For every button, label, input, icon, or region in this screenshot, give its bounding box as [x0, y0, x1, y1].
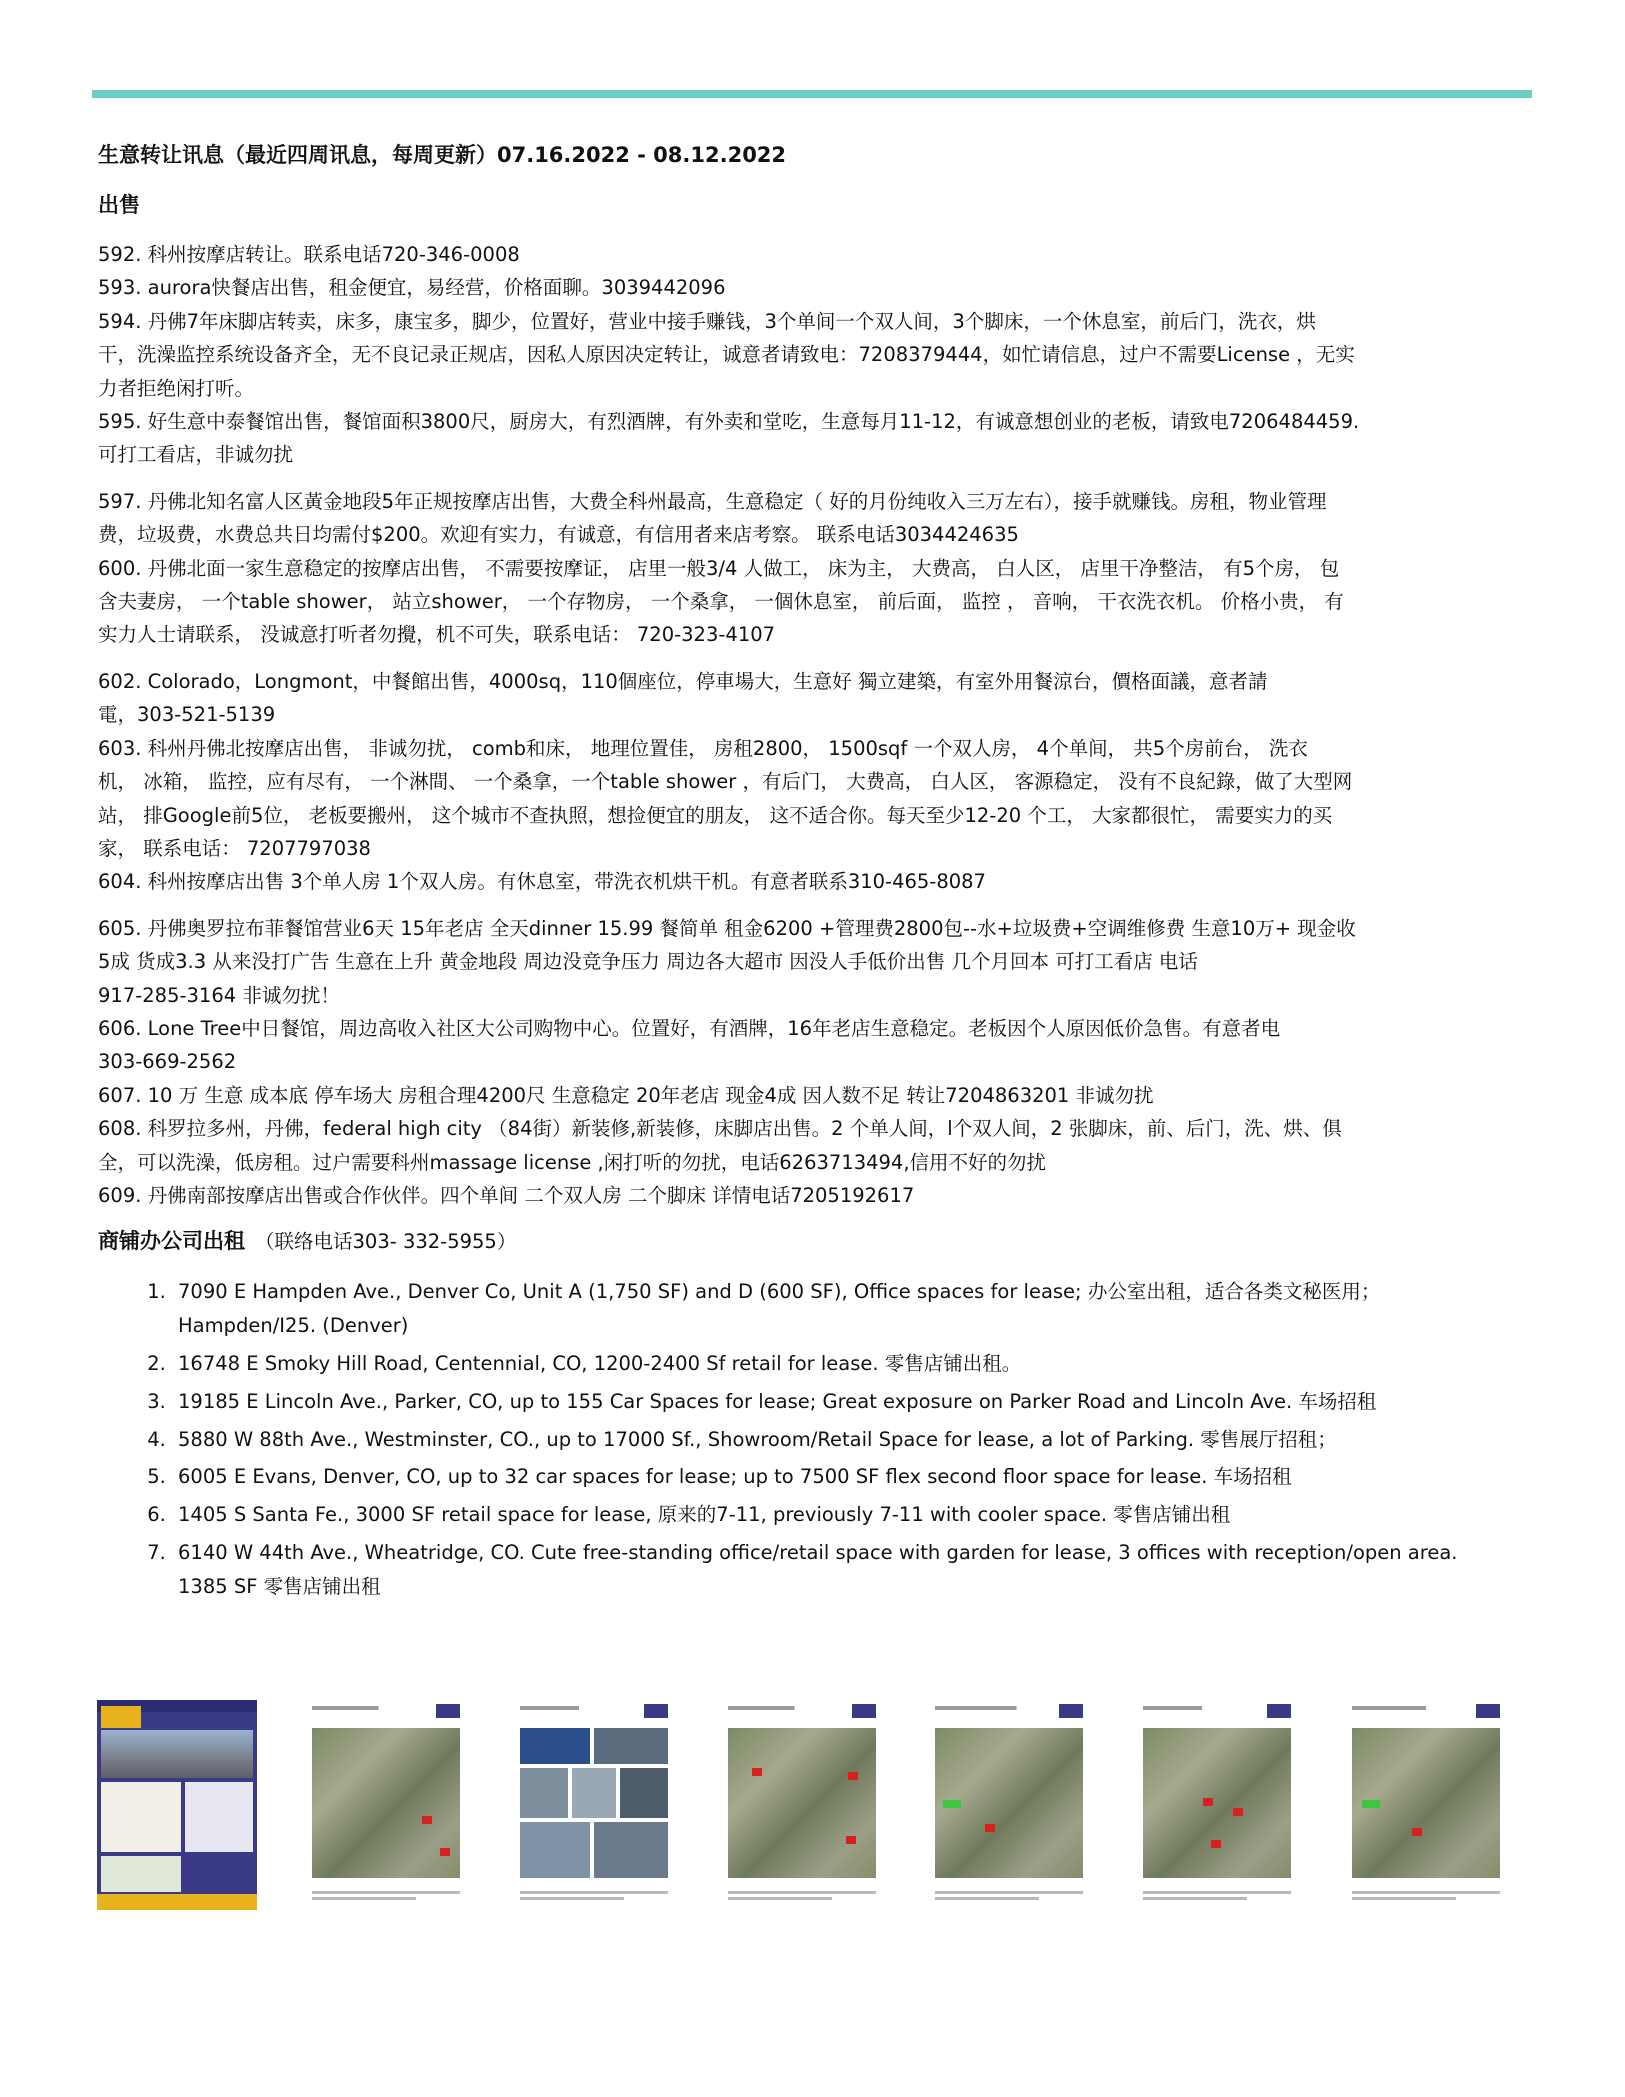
lease-section-heading — [98, 1226, 1508, 1257]
sale-listing-line: 机， 冰箱， 监控，应有尽有， 一个淋間、 一个桑拿，一个table shower ，有后门， 大费高， 白人区， 客源稳定， 没有不良紀錄，做了大型网 — [98, 770, 1353, 794]
lease-item: 2. 16748 E Smoky Hill Road, Centennial, CO, 1200-2400 Sf retail for lease. 零售店铺出租。 — [172, 1347, 1508, 1380]
lease-item: 6. 1405 S Santa Fe., 3000 SF retail space for lease, 原来的7-11, previously 7-11 with cooler space. 零售店铺出租 — [172, 1498, 1508, 1531]
sale-listing-line: 609. 丹佛南部按摩店出售或合作伙伴。四个单间 二个双人房 二个脚床 详情电话7205192617 — [98, 1183, 915, 1207]
sale-listing-line: 592. 科州按摩店转让。联系电话720-346-0008 — [98, 243, 520, 266]
lease-item: 4. 5880 W 88th Ave., Westminster, CO., up to 17000 Sf., Showroom/Retail Space for lease, a lot of Parking. 零售展厅招租； — [172, 1423, 1508, 1456]
sale-listing-line: 303-669-2562 — [98, 1050, 237, 1074]
sale-listing-line: 5成 货成3.3 从来没打广告 生意在上升 黄金地段 周边没竞争压力 周边各大超市 因没人手低价出售 几个月回本 可打工看店 电话 — [98, 950, 1198, 974]
sale-listing-line: 917-285-3164 非诚勿扰！ — [98, 983, 340, 1007]
sale-listing-line: 力者拒绝闲打听。 — [98, 376, 255, 400]
thumbnail-flyer[interactable] — [97, 1700, 257, 1910]
sale-listing-line: 602. Colorado，Longmont，中餐館出售，4000sq，110個座位，停車場大，生意好 獨立建築，有室外用餐涼台，價格面議，意者請 — [98, 669, 1268, 693]
thumbnail-lincoln-ave[interactable] — [1137, 1700, 1297, 1910]
sale-heading: 出售 — [98, 193, 140, 217]
lease-phone: （联络电话303- 332-5955） — [255, 1230, 517, 1254]
sale-group — [98, 912, 1508, 1213]
lease-item: 5. 6005 E Evans, Denver, CO, up to 32 car spaces for lease; up to 7500 SF flex second floor space for lease. 车场招租 — [172, 1460, 1508, 1493]
lease-list — [98, 1275, 1508, 1603]
sale-listings — [98, 238, 1508, 1212]
sale-listing-line: 全，可以洗澡，低房租。过户需要科州massage license ,闲打听的勿扰，电话6263713494,信用不好的勿扰 — [98, 1150, 1047, 1174]
sale-group — [98, 485, 1508, 652]
sale-listing-line: 606. Lone Tree中日餐馆，周边高收入社区大公司购物中心。位置好，有酒牌，16年老店生意稳定。老板因个人原因低价急售。有意者电 — [98, 1016, 1281, 1040]
sale-listing-line: 597. 丹佛北知名富人区黃金地段5年正规按摩店出售，大费全科州最高，生意稳定（ 好的月份纯收入三万左右），接手就赚钱。房租，物业管理 — [98, 489, 1327, 513]
sale-listing-line: 605. 丹佛奥罗拉布菲餐馆营业6天 15年老店 全天dinner 15.99 餐简单 租金6200 +管理费2800包--水+垃圾费+空调维修费 生意10万+ 现金收 — [98, 916, 1356, 940]
main-content — [98, 140, 1508, 1608]
sale-listing-line: 595. 好生意中泰餐馆出售，餐馆面积3800尺，厨房大，有烈酒牌，有外卖和堂吃，生意每月11-12，有诚意想创业的老板，请致电7206484459. — [98, 410, 1360, 434]
lease-heading: 商铺办公司出租 — [98, 1229, 245, 1254]
sale-group — [98, 665, 1508, 899]
sale-listing-line: 干，洗澡监控系统设备齐全，无不良记录正规店，因私人原因决定转让，诚意者请致电：7208379444，如忙请信息，过户不需要License ，无实 — [98, 343, 1355, 367]
sale-listing-line: 费，垃圾费，水费总共日均需付$200。欢迎有实力，有诚意，有信用者来店考察。 联系电话3034424635 — [98, 523, 1019, 547]
sale-listing-line: 600. 丹佛北面一家生意稳定的按摩店出售， 不需要按摩证， 店里一般3/4 人做工， 床为主， 大费高， 白人区， 店里干净整洁， 有5个房， 包 — [98, 556, 1340, 580]
thumbnail-retail-live-work[interactable] — [929, 1700, 1089, 1910]
sale-listing-line: 604. 科州按摩店出售 3个单人房 1个双人房。有休息室，带洗衣机烘干机。有意者联系310-465-8087 — [98, 870, 986, 894]
sale-listing-line: 站， 排Google前5位， 老板要搬州， 这个城市不查执照，想捡便宜的朋友， 这不适合你。每天至少12-20 个工， 大家都很忙， 需要实力的买 — [98, 803, 1333, 827]
sale-listing-line: 603. 科州丹佛北按摩店出售， 非诚勿扰， comb和床， 地理位置佳， 房租2800， 1500sqf 一个双人房， 4个单间， 共5个房前台， 洗衣 — [98, 736, 1308, 760]
lease-item: 3. 19185 E Lincoln Ave., Parker, CO, up to 155 Car Spaces for lease; Great exposure on Parker Road and Lincoln Ave. 车场招租 — [172, 1385, 1508, 1418]
thumbnail-retail-office[interactable] — [1346, 1700, 1506, 1910]
sale-listing-line: 608. 科罗拉多州，丹佛，federal high city （84街）新装修,新装修，床脚店出售。2 个单人间，l个双人间，2 张脚床，前、后门，洗、烘、俱 — [98, 1117, 1342, 1141]
sale-listing-line: 实力人士请联系， 没诚意打听者勿攪，机不可失，联系电话： 720-323-4107 — [98, 623, 776, 647]
sale-listing-line: 593. aurora快餐店出售，租金便宜，易经营，价格面聊。3039442096 — [98, 276, 726, 300]
lease-item: 1. 7090 E Hampden Ave., Denver Co, Unit A (1,750 SF) and D (600 SF), Office spaces for lease; 办公室出租，适合各类文秘医用；Hampden/I25. (Denver) — [172, 1275, 1508, 1342]
sale-listing-line: 607. 10 万 生意 成本底 停车场大 房租合理4200尺 生意稳定 20年老店 现金4成 因人数不足 转让7204863201 非诚勿扰 — [98, 1083, 1154, 1107]
thumbnail-office-for-lease[interactable] — [306, 1700, 466, 1910]
sale-group — [98, 238, 1508, 472]
accent-bar — [92, 90, 1532, 98]
sale-listing-line: 可打工看店，非诚勿扰 — [98, 443, 294, 467]
property-thumbnails — [97, 1700, 1517, 1910]
sale-listing-line: 家， 联系电话： 7207797038 — [98, 836, 371, 860]
thumbnail-for-lease-retail[interactable] — [722, 1700, 882, 1910]
sale-listing-line: 電，303-521-5139 — [98, 703, 276, 727]
page-title: 生意转让讯息（最近四周讯息，每周更新）07.16.2022 - 08.12.2022 — [98, 143, 787, 167]
thumbnail-photo-collage[interactable] — [514, 1700, 674, 1910]
sale-listing-line: 含夫妻房， 一个table shower， 站立shower， 一个存物房， 一个桑拿， 一個休息室， 前后面， 监控 ， 音响， 干衣洗衣机。 价格小贵， 有 — [98, 590, 1344, 614]
lease-item: 7. 6140 W 44th Ave., Wheatridge, CO. Cute free-standing office/retail space with garden for lease, 3 offices with reception/open area. 1385 SF 零售店铺出租 — [172, 1536, 1508, 1603]
sale-listing-line: 594. 丹佛7年床脚店转卖，床多，康宝多，脚少，位置好，营业中接手赚钱，3个单间一个双人间，3个脚床，一个休息室，前后门，洗衣，烘 — [98, 309, 1316, 333]
